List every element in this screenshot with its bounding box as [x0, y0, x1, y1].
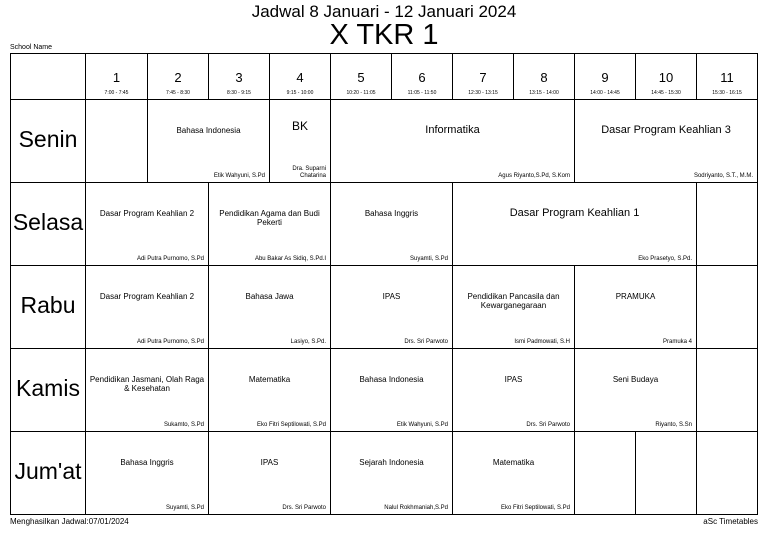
day-row-kamis [11, 349, 758, 432]
lesson-subject: Dasar Program Keahlian 2 [99, 292, 195, 301]
period-number: 5 [357, 70, 365, 85]
period-number: 11 [720, 70, 734, 85]
period-number: 9 [601, 70, 609, 85]
period-header [86, 54, 148, 100]
day-row-jumat [11, 432, 758, 515]
lesson-cell [209, 432, 331, 515]
day-name: Jum'at [14, 458, 82, 484]
lesson-cell [331, 183, 453, 266]
period-header [331, 54, 392, 100]
lesson-cell-empty [697, 432, 758, 515]
period-number: 6 [418, 70, 426, 85]
lesson-subject: Dasar Program Keahlian 1 [509, 207, 640, 219]
lesson-cell [86, 183, 209, 266]
generated-date: Menghasilkan Jadwal:07/01/2024 [10, 517, 129, 526]
lesson-subject: Matematika [492, 458, 535, 467]
day-name: Selasa [12, 209, 84, 235]
lesson-teacher: Abu Bakar As Sidiq, S.Pd.I [254, 256, 326, 262]
lesson-cell-empty [575, 432, 636, 515]
lesson-cell [331, 100, 575, 183]
lesson-teacher: Eko Fitri Septilowati, S.Pd [500, 505, 570, 511]
lesson-teacher: Sodriyanto, S.T., M.M. [693, 173, 753, 179]
school-name: School Name [10, 44, 53, 51]
period-header [575, 54, 636, 100]
lesson-teacher: Eko Fitri Septilowati, S.Pd [256, 422, 326, 428]
period-time: 11:05 - 11:50 [407, 90, 437, 96]
day-row-selasa [11, 183, 758, 266]
lesson-cell [86, 432, 209, 515]
period-number: 2 [174, 70, 182, 85]
lesson-teacher: Suyamti, S.Pd [165, 505, 204, 511]
lesson-cell [575, 349, 697, 432]
lesson-subject: IPAS [260, 458, 279, 467]
period-number: 8 [540, 70, 548, 85]
lesson-teacher: Adi Putra Purnomo, S.Pd [136, 339, 204, 345]
class-name: X TKR 1 [329, 19, 439, 51]
lesson-subject: Bahasa Indonesia [176, 126, 241, 135]
lesson-subject: Pendidikan Jasmani, Olah Raga & Kesehatan [89, 375, 205, 393]
lesson-cell [453, 432, 575, 515]
day-cell [11, 432, 86, 515]
lesson-subject: Pendidikan Pancasila dan Kewarganegaraan [467, 292, 560, 310]
day-cell [11, 100, 86, 183]
lesson-teacher: Lasiyo, S.Pd. [290, 339, 326, 345]
lesson-teacher: Dra. Suparni Chatarina [292, 166, 326, 179]
lesson-teacher: Adi Putra Purnomo, S.Pd [136, 256, 204, 262]
period-time: 14:00 - 14:45 [590, 90, 620, 96]
lesson-teacher: Sukamto, S.Pd [163, 422, 204, 428]
lesson-cell [331, 432, 453, 515]
lesson-subject: PRAMUKA [615, 292, 656, 301]
day-name: Senin [18, 126, 78, 152]
period-header [453, 54, 514, 100]
lesson-subject: Seni Budaya [612, 375, 659, 384]
lesson-teacher: Etik Wahyuni, S.Pd [396, 422, 448, 428]
lesson-cell-empty [697, 266, 758, 349]
period-header [514, 54, 575, 100]
day-cell [11, 183, 86, 266]
day-name: Rabu [20, 292, 76, 318]
day-row-rabu [11, 266, 758, 349]
lesson-cell [575, 266, 697, 349]
lesson-cell-empty [636, 432, 697, 515]
lesson-teacher: Nalul Rokhmaniah,S.Pd [384, 505, 448, 511]
period-number: 4 [296, 70, 304, 85]
period-number: 10 [658, 70, 674, 85]
period-header [392, 54, 453, 100]
lesson-subject: Informatika [425, 124, 480, 136]
brand-credit: aSc Timetables [703, 517, 758, 526]
lesson-subject: Bahasa Jawa [245, 292, 294, 301]
lesson-cell [270, 100, 331, 183]
lesson-teacher: Agus Riyanto,S.Pd, S.Kom [498, 173, 570, 179]
lesson-teacher: Suyamti, S.Pd [409, 256, 448, 262]
lesson-cell [209, 349, 331, 432]
period-header [697, 54, 758, 100]
lesson-subject: Matematika [248, 375, 291, 384]
day-row-senin [11, 100, 758, 183]
lesson-subject: Bahasa Inggris [120, 458, 174, 467]
period-time: 7:45 - 8:30 [166, 90, 190, 96]
corner-cell [11, 54, 86, 100]
lesson-cell [331, 349, 453, 432]
day-cell [11, 349, 86, 432]
lesson-teacher: Drs. Sri Parwoto [526, 422, 570, 428]
lesson-teacher: Eko Prasetyo, S.Pd. [638, 256, 692, 262]
period-header [270, 54, 331, 100]
timetable-title: Jadwal 8 Januari - 12 Januari 2024 [251, 2, 517, 21]
period-header-row [11, 54, 758, 100]
lesson-cell [209, 183, 331, 266]
lesson-subject: Dasar Program Keahlian 3 [601, 124, 731, 136]
period-header [148, 54, 209, 100]
lesson-subject: Pendidikan Agama dan Budi Pekerti [219, 209, 320, 227]
period-time: 7:00 - 7:45 [104, 90, 129, 96]
lesson-teacher: Ismi Padmowati, S.H [514, 339, 570, 345]
lesson-cell [331, 266, 453, 349]
lesson-cell-empty [697, 183, 758, 266]
lesson-subject: IPAS [382, 292, 401, 301]
period-time: 14:45 - 15:30 [651, 90, 681, 96]
period-time: 12:30 - 13:15 [468, 90, 498, 96]
period-number: 1 [112, 70, 121, 85]
lesson-cell [209, 266, 331, 349]
period-header [209, 54, 270, 100]
lesson-teacher: Etik Wahyuni, S.Pd [213, 173, 265, 179]
lesson-cell [453, 266, 575, 349]
lesson-cell [86, 349, 209, 432]
day-name: Kamis [16, 375, 80, 401]
lesson-subject: Dasar Program Keahlian 2 [99, 209, 195, 218]
lesson-subject: IPAS [504, 375, 523, 384]
lesson-cell [575, 100, 758, 183]
lesson-cell [86, 266, 209, 349]
lesson-subject: Sejarah Indonesia [359, 458, 424, 467]
period-number: 3 [235, 70, 243, 85]
lesson-teacher: Drs. Sri Parwoto [282, 505, 326, 511]
lesson-teacher: Pramuka 4 [662, 339, 692, 345]
period-time: 13:15 - 14:00 [529, 90, 559, 96]
lesson-teacher: Drs. Sri Parwoto [404, 339, 448, 345]
lesson-subject: BK [291, 119, 308, 133]
period-header [636, 54, 697, 100]
lesson-cell [148, 100, 270, 183]
lesson-cell [453, 349, 575, 432]
period-time: 15:30 - 16:15 [712, 90, 742, 96]
lesson-teacher: Riyanto, S.Sn [655, 422, 692, 428]
period-time: 10:20 - 11:05 [346, 90, 376, 96]
day-cell [11, 266, 86, 349]
lesson-cell-empty [86, 100, 148, 183]
period-time: 8:30 - 9:15 [227, 90, 251, 96]
lesson-subject: Bahasa Indonesia [359, 375, 424, 384]
period-number: 7 [479, 70, 487, 85]
timetable-grid [10, 53, 758, 515]
period-time: 9:15 - 10:00 [286, 90, 314, 96]
lesson-cell [453, 183, 697, 266]
lesson-cell-empty [697, 349, 758, 432]
lesson-subject: Bahasa Inggris [364, 209, 419, 218]
